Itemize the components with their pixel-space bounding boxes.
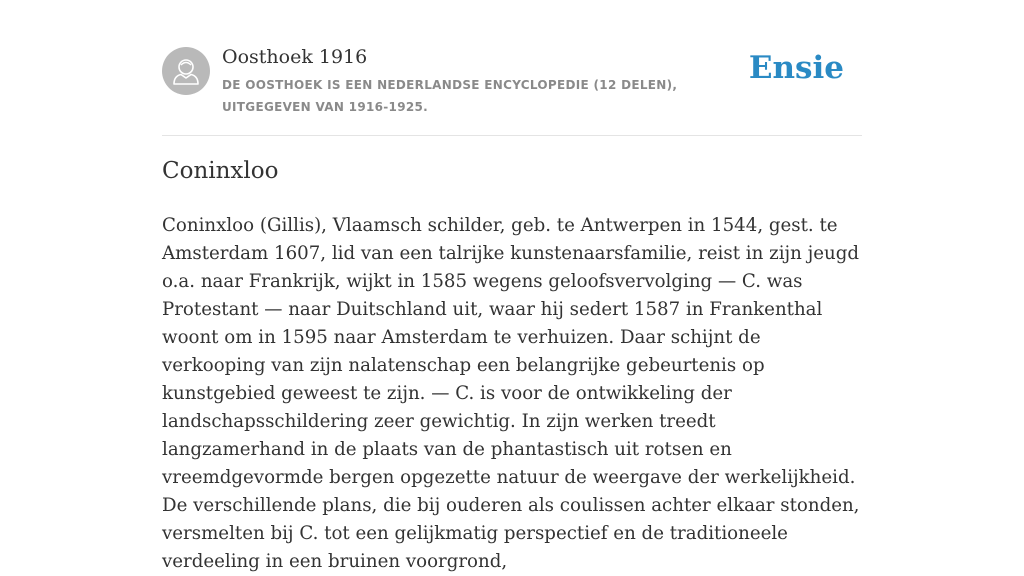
- source-header: [162, 44, 862, 136]
- article-body: Coninxloo (Gillis), Vlaamsch schilder, geb. te Antwerpen in 1544, gest. te Amsterdam 1607, lid van een talrijke kunstenaarsfamilie, reist in zijn jeugd o.a. naar Frankrijk, wijkt in 1585 wegens geloofsvervolging — C. was Protestant — naar Duitschland uit, waar hij sedert 1587 in Frankenthal woont om in 1595 naar Amsterdam te verhuizen. Daar schijnt de verkooping van zijn nalatenschap een belangrijke gebeurtenis op kunstgebied geweest te zijn. — C. is voor de ontwikkeling der landschapsschildering zeer gewichtig. In zijn werken treedt langzamerhand in de plaats van de phantastisch uit rotsen en vreemdgevormde bergen opgezette natuur de weergave der werkelijkheid. De verschillende plans, die bij ouderen als coulissen achter elkaar stonden, versmelten bij C. tot een gelijkmatig perspectief en de traditioneele verdeeling in een bruinen voorgrond,: [162, 215, 860, 572]
- source-avatar[interactable]: [162, 47, 210, 95]
- ensie-logo-link[interactable]: Ensie: [748, 50, 844, 86]
- source-description: DE OOSTHOEK IS EEN NEDERLANDSE ENCYCLOPEDIE (12 DELEN), UITGEGEVEN VAN 1916-1925.: [222, 78, 678, 114]
- article-title: Coninxloo: [162, 158, 279, 184]
- source-name[interactable]: Oosthoek 1916: [222, 46, 368, 68]
- user-icon: [162, 47, 210, 95]
